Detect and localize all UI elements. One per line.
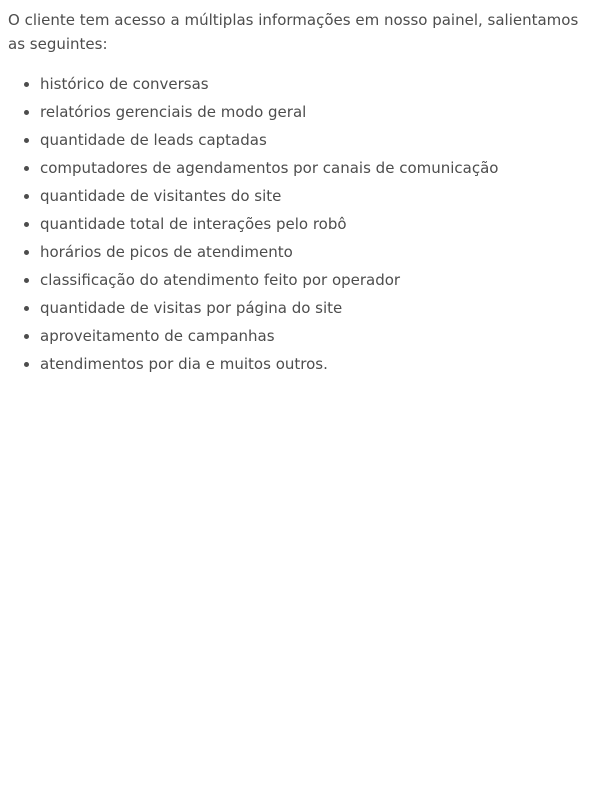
list-item: • atendimentos por dia e muitos outros. (40, 350, 592, 378)
list-item: • histórico de conversas (40, 70, 592, 98)
list-item: • aproveitamento de campanhas (40, 322, 592, 350)
feature-list (8, 70, 592, 378)
list-item: • computadores de agendamentos por canais de comunicação (40, 154, 592, 182)
list-item: • relatórios gerenciais de modo geral (40, 98, 592, 126)
intro-paragraph: O cliente tem acesso a múltiplas informações em nosso painel, salientamos as seguintes: (8, 11, 579, 53)
list-item: • quantidade de visitas por página do site (40, 294, 592, 322)
list-item: • quantidade total de interações pelo robô (40, 210, 592, 238)
list-item: • classificação do atendimento feito por operador (40, 266, 592, 294)
document-body (0, 0, 600, 378)
list-item: • quantidade de visitantes do site (40, 182, 592, 210)
list-item: • quantidade de leads captadas (40, 126, 592, 154)
list-item: • horários de picos de atendimento (40, 238, 592, 266)
